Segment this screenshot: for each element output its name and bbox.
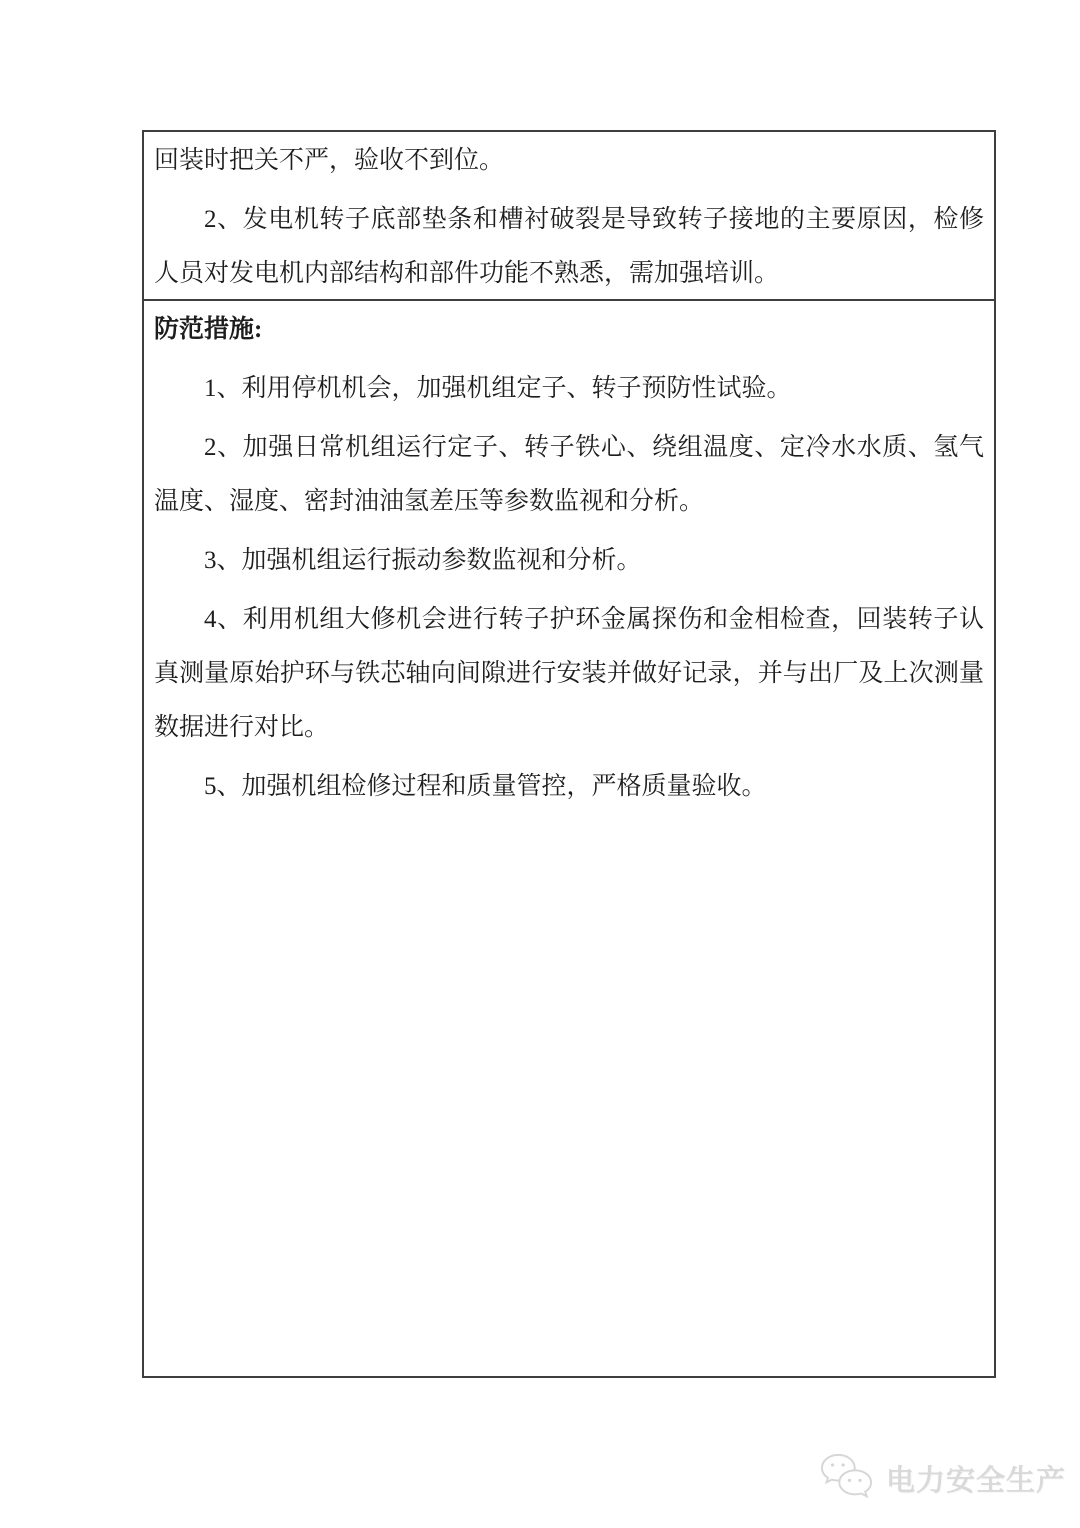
- cause-analysis-item-2: 2、发电机转子底部垫条和槽衬破裂是导致转子接地的主要原因，检修人员对发电机内部结构和部件功能不熟悉，需加强培训。: [154, 206, 984, 287]
- watermark: [818, 1452, 1066, 1504]
- prevention-measure-1: 1、利用停机机会，加强机组定子、转子预防性试验。: [204, 375, 792, 402]
- prevention-measure-2: 2、加强日常机组运行定子、转子铁心、绕组温度、定冷水水质、氢气温度、湿度、密封油油氢差压等参数监视和分析。: [154, 434, 984, 515]
- watermark-label: 电力安全生产: [886, 1464, 1067, 1497]
- prevention-measure-4: 4、利用机组大修机会进行转子护环金属探伤和金相检查，回装转子认真测量原始护环与铁芯轴向间隙进行安装并做好记录，并与出厂及上次测量数据进行对比。: [154, 606, 984, 741]
- wechat-icon: [818, 1452, 876, 1504]
- cause-analysis-continuation-line: 回装时把关不严，验收不到位。: [154, 147, 505, 174]
- prevention-measures-cell: [144, 301, 994, 1376]
- prevention-measure-3: 3、加强机组运行振动参数监视和分析。: [204, 547, 642, 574]
- report-table: [142, 130, 996, 1378]
- prevention-measures-heading: 防范措施:: [154, 316, 263, 343]
- cause-analysis-cell: [144, 132, 994, 301]
- prevention-measure-5: 5、加强机组检修过程和质量管控，严格质量验收。: [204, 773, 767, 800]
